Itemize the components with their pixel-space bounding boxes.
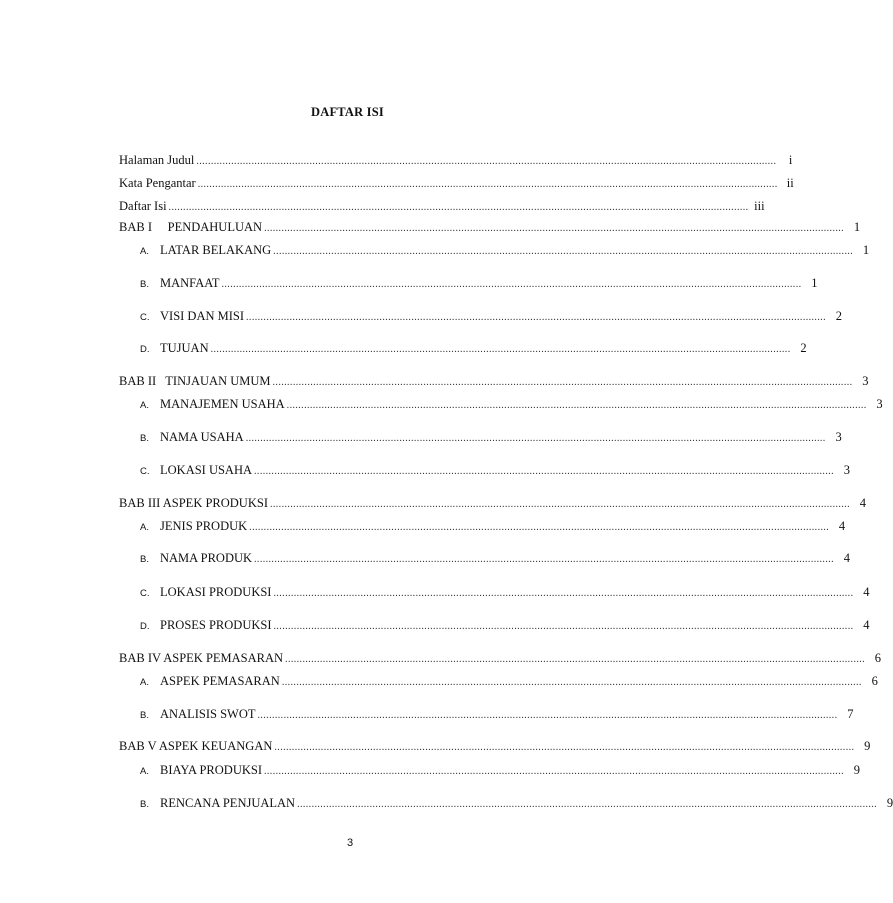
- toc-entry-label: MANFAAT: [160, 276, 220, 290]
- toc-entry-page: 6: [874, 651, 882, 665]
- toc-entry-label: BAB III ASPEK PRODUKSI: [119, 496, 268, 510]
- toc-entry-letter: B.: [140, 554, 149, 565]
- toc-entry-page: 2: [835, 309, 843, 323]
- toc-entry-page: 3: [862, 374, 869, 388]
- toc-subentry: [140, 396, 883, 412]
- toc-entry-label: Kata Pengantar: [119, 176, 196, 190]
- toc-subentry: [140, 617, 870, 633]
- toc-entry-page: 3: [876, 397, 883, 411]
- dot-leader: ........................................................................................................................................................................................................: [246, 312, 827, 323]
- toc-entry-page: 1: [862, 243, 870, 257]
- toc-entry-letter: A.: [140, 766, 149, 777]
- toc-subentry: [140, 673, 878, 689]
- dot-leader: ........................................................................................................................................................................................................: [168, 202, 749, 213]
- dot-leader: ........................................................................................................................................................................................................: [273, 246, 854, 257]
- dot-leader: ........................................................................................................................................................................................................: [249, 522, 830, 533]
- toc-entry-page: iii: [754, 199, 765, 213]
- toc-entry-page: 3: [843, 463, 851, 477]
- toc-subentry: [140, 762, 860, 778]
- page-number: 3: [346, 837, 354, 849]
- dot-leader: ........................................................................................................................................................................................................: [273, 588, 854, 599]
- toc-entry: [119, 650, 882, 666]
- toc-entry-label: BAB V ASPEK KEUANGAN: [119, 739, 273, 753]
- toc-entry-page: ii: [786, 176, 794, 190]
- toc-entry-letter: C.: [140, 312, 150, 323]
- toc-entry-label: BAB I PENDAHULUAN: [119, 220, 263, 234]
- dot-leader: ........................................................................................................................................................................................................: [254, 466, 835, 477]
- toc-subentry: [140, 550, 851, 566]
- toc-entry: [119, 373, 869, 389]
- toc-subentry: [140, 308, 843, 324]
- toc-entry-label: BIAYA PRODUKSI: [160, 763, 262, 777]
- dot-leader: ........................................................................................................................................................................................................: [210, 344, 791, 355]
- toc-entry: [119, 219, 861, 235]
- dot-leader: ........................................................................................................................................................................................................: [257, 710, 838, 721]
- toc-entry: [119, 198, 765, 214]
- toc-entry-page: 9: [864, 739, 871, 753]
- title-text: DAFTAR ISI: [311, 105, 384, 119]
- toc-entry-label: RENCANA PENJUALAN: [160, 796, 296, 810]
- dot-leader: ........................................................................................................................................................................................................: [264, 223, 845, 234]
- dot-leader: ........................................................................................................................................................................................................: [254, 554, 835, 565]
- toc-entry-letter: A.: [140, 677, 149, 688]
- dot-leader: ........................................................................................................................................................................................................: [281, 677, 862, 688]
- dot-leader: ........................................................................................................................................................................................................: [273, 621, 854, 632]
- dot-leader: ........................................................................................................................................................................................................: [285, 654, 866, 665]
- toc-entry-letter: D.: [140, 621, 150, 632]
- toc-entry-letter: B.: [140, 433, 149, 444]
- toc-entry-page: 7: [847, 707, 854, 721]
- toc-subentry: [140, 429, 842, 445]
- toc-entry-page: 3: [835, 430, 842, 444]
- toc-entry-page: 1: [853, 220, 861, 234]
- toc-entry-label: BAB IV ASPEK PEMASARAN: [119, 651, 284, 665]
- toc-entry-label: LOKASI PRODUKSI: [160, 585, 272, 599]
- toc-entry-page: 4: [838, 519, 846, 533]
- toc-entry-page: 9: [886, 796, 893, 810]
- toc-entry-label: LATAR BELAKANG: [160, 243, 272, 257]
- toc-entry-label: NAMA PRODUK: [160, 551, 253, 565]
- dot-leader: ........................................................................................................................................................................................................: [286, 400, 867, 411]
- toc-entry-page: 4: [863, 585, 870, 599]
- toc-entry-letter: B.: [140, 799, 149, 810]
- toc-entry-letter: B.: [140, 710, 149, 721]
- dot-leader: ........................................................................................................................................................................................................: [272, 377, 853, 388]
- toc-entry-letter: B.: [140, 279, 149, 290]
- toc-entry-page: 9: [853, 763, 860, 777]
- toc-entry-letter: C.: [140, 588, 150, 599]
- toc-entry-label: Halaman Judul: [119, 153, 195, 167]
- toc-entry-label: ANALISIS SWOT: [160, 707, 256, 721]
- toc-entry: [119, 175, 794, 191]
- toc-entry-label: JENIS PRODUK: [160, 519, 248, 533]
- toc-entry-page: 2: [800, 341, 807, 355]
- toc-entry-label: NAMA USAHA: [160, 430, 244, 444]
- toc-entry-page: i: [788, 153, 793, 167]
- toc-subentry: [140, 340, 807, 356]
- toc-subentry: [140, 462, 851, 478]
- toc-subentry: [140, 584, 870, 600]
- toc-entry-page: 1: [811, 276, 818, 290]
- toc-entry: [119, 495, 866, 511]
- toc-subentry: [140, 518, 846, 534]
- dot-leader: ........................................................................................................................................................................................................: [274, 742, 855, 753]
- toc-subentry: [140, 795, 893, 811]
- dot-leader: ........................................................................................................................................................................................................: [245, 433, 826, 444]
- toc-entry: [119, 738, 871, 754]
- dot-leader: ........................................................................................................................................................................................................: [221, 279, 802, 290]
- toc-entry-label: VISI DAN MISI: [160, 309, 245, 323]
- toc-subentry: [140, 706, 854, 722]
- toc-entry-label: Daftar Isi: [119, 199, 167, 213]
- toc-entry-label: MANAJEMEN USAHA: [160, 397, 285, 411]
- toc-entry-page: 4: [843, 551, 851, 565]
- toc-entry-label: PROSES PRODUKSI: [160, 618, 272, 632]
- toc-entry-letter: D.: [140, 344, 150, 355]
- dot-leader: ........................................................................................................................................................................................................: [297, 799, 878, 810]
- toc-entry-letter: C.: [140, 466, 150, 477]
- dot-leader: ........................................................................................................................................................................................................: [269, 499, 850, 510]
- toc-entry-letter: A.: [140, 522, 149, 533]
- toc-entry-label: TUJUAN: [160, 341, 209, 355]
- toc-entry: [119, 152, 793, 168]
- toc-entry-label: BAB II TINJAUAN UMUM: [119, 374, 271, 388]
- toc-entry-label: ASPEK PEMASARAN: [160, 674, 280, 688]
- toc-subentry: [140, 242, 870, 258]
- dot-leader: ........................................................................................................................................................................................................: [264, 766, 844, 777]
- toc-entry-letter: A.: [140, 246, 149, 257]
- toc-entry-page: 4: [859, 496, 866, 510]
- dot-leader: ........................................................................................................................................................................................................: [197, 179, 778, 190]
- toc-entry-letter: A.: [140, 400, 149, 411]
- toc-subentry: [140, 275, 818, 291]
- toc-entry-label: LOKASI USAHA: [160, 463, 253, 477]
- dot-leader: ........................................................................................................................................................................................................: [196, 156, 777, 167]
- toc-entry-page: 6: [871, 674, 878, 688]
- toc-entry-page: 4: [863, 618, 870, 632]
